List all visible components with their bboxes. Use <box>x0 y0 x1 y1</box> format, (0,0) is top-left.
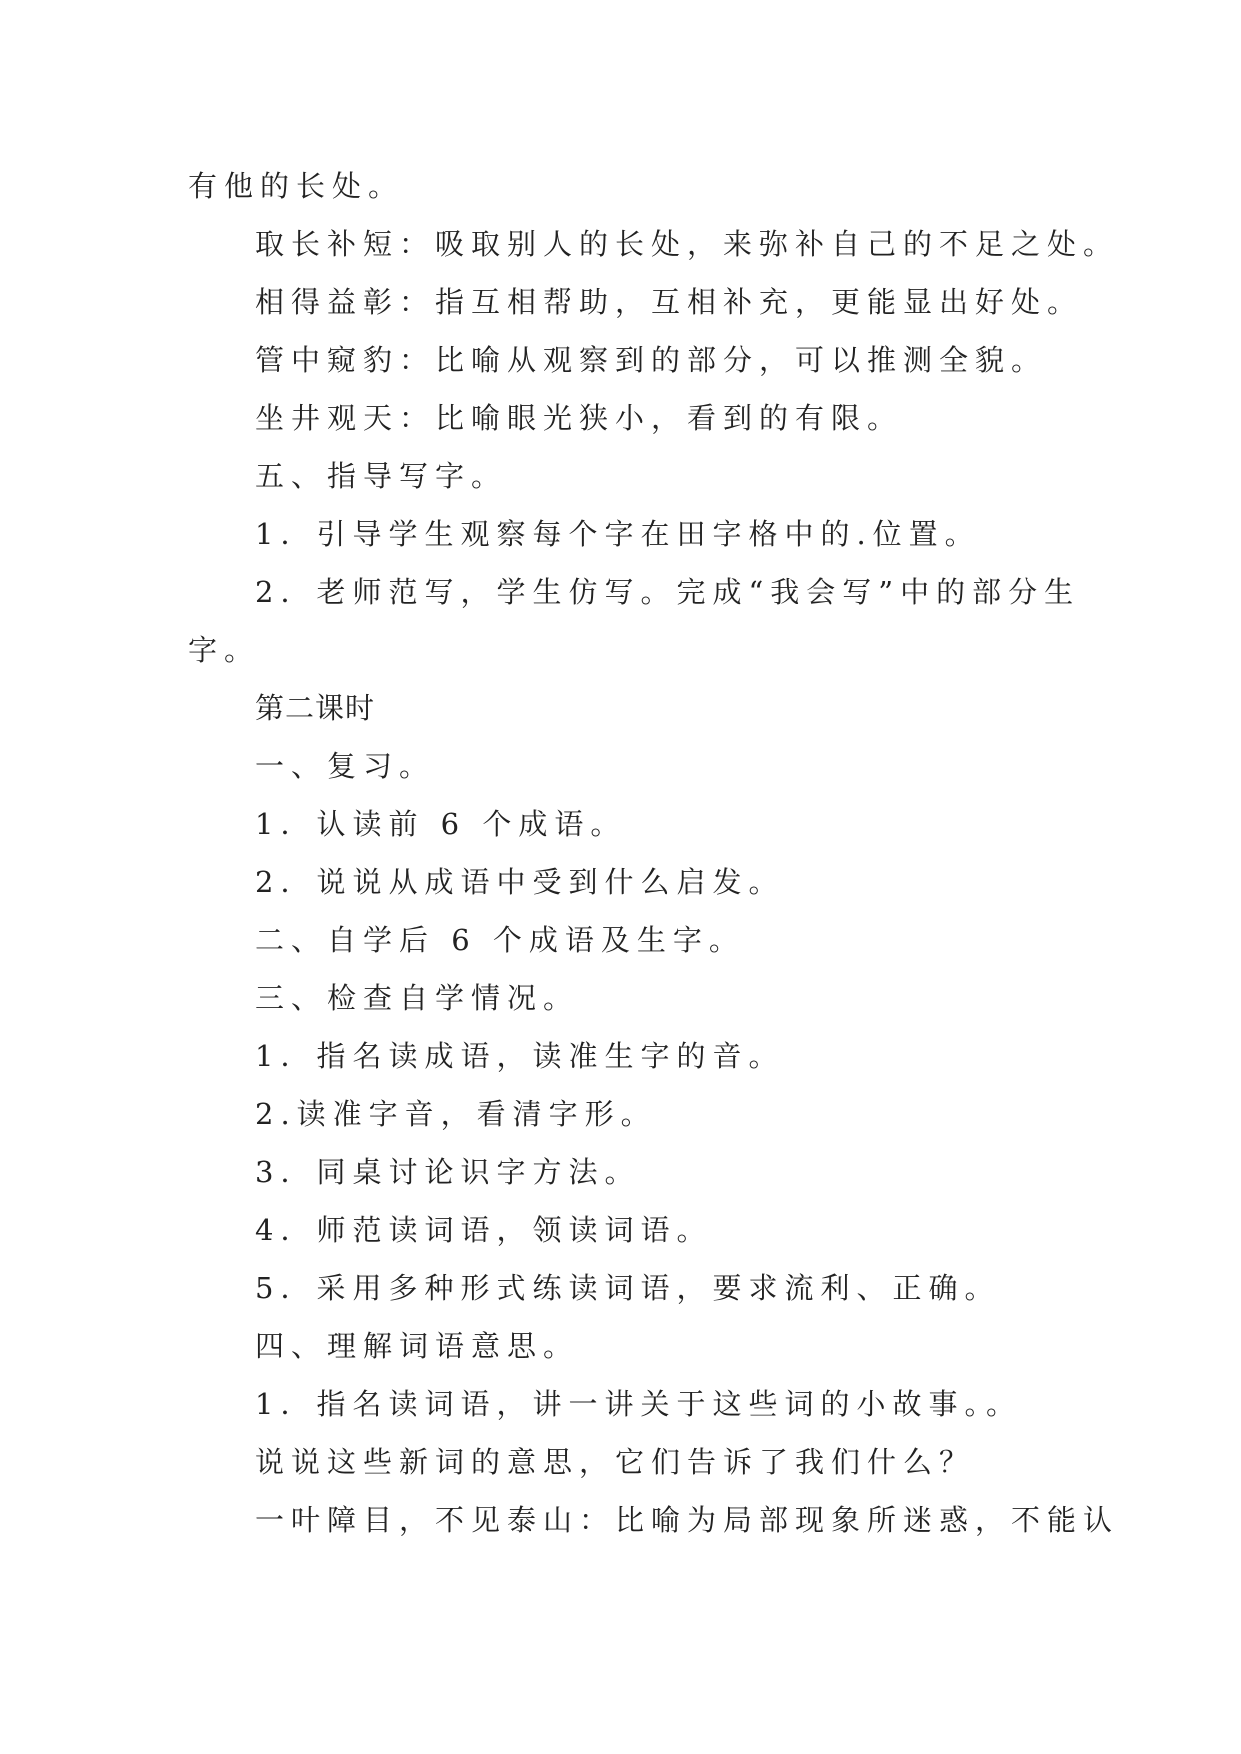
list-item: 1．指名读成语，读准生字的音。 <box>255 1039 785 1073</box>
section-heading: 五、指导写字。 <box>255 459 508 493</box>
list-item: 5．采用多种形式练读词语，要求流利、正确。 <box>255 1271 1001 1305</box>
section-heading: 二、自学后 6 个成语及生字。 <box>255 923 745 957</box>
list-item: 3．同桌讨论识字方法。 <box>255 1155 641 1189</box>
list-item: 2．老师范写，学生仿写。完成“我会写”中的部分生 <box>255 575 1081 609</box>
section-heading: 一、复习。 <box>255 749 436 783</box>
list-item: 2.读准字音，看清字形。 <box>255 1097 657 1131</box>
text-line: 字。 <box>188 633 261 667</box>
text-line: 取长补短：吸取别人的长处，来弥补自己的不足之处。 <box>255 227 1120 261</box>
section-heading: 四、理解词语意思。 <box>255 1329 580 1363</box>
list-item: 1．指名读词语，讲一讲关于这些词的小故事。。 <box>255 1387 1022 1421</box>
list-item: 2．说说从成语中受到什么启发。 <box>255 865 785 899</box>
text-line: 一叶障目，不见泰山：比喻为局部现象所迷惑，不能认 <box>255 1503 1120 1537</box>
lesson-heading: 第二课时 <box>255 691 376 725</box>
text-line: 相得益彰：指互相帮助，互相补充，更能显出好处。 <box>255 285 1084 319</box>
text-line: 说说这些新词的意思，它们告诉了我们什么？ <box>255 1445 976 1479</box>
text-line: 有他的长处。 <box>188 169 405 203</box>
list-item: 4．师范读词语，领读词语。 <box>255 1213 713 1247</box>
list-item: 1．引导学生观察每个字在田字格中的.位置。 <box>255 517 981 551</box>
text-line: 坐井观天：比喻眼光狭小，看到的有限。 <box>255 401 904 435</box>
list-item: 1．认读前 6 个成语。 <box>255 807 627 841</box>
text-line: 管中窥豹：比喻从观察到的部分，可以推测全貌。 <box>255 343 1048 377</box>
section-heading: 三、检查自学情况。 <box>255 981 580 1015</box>
